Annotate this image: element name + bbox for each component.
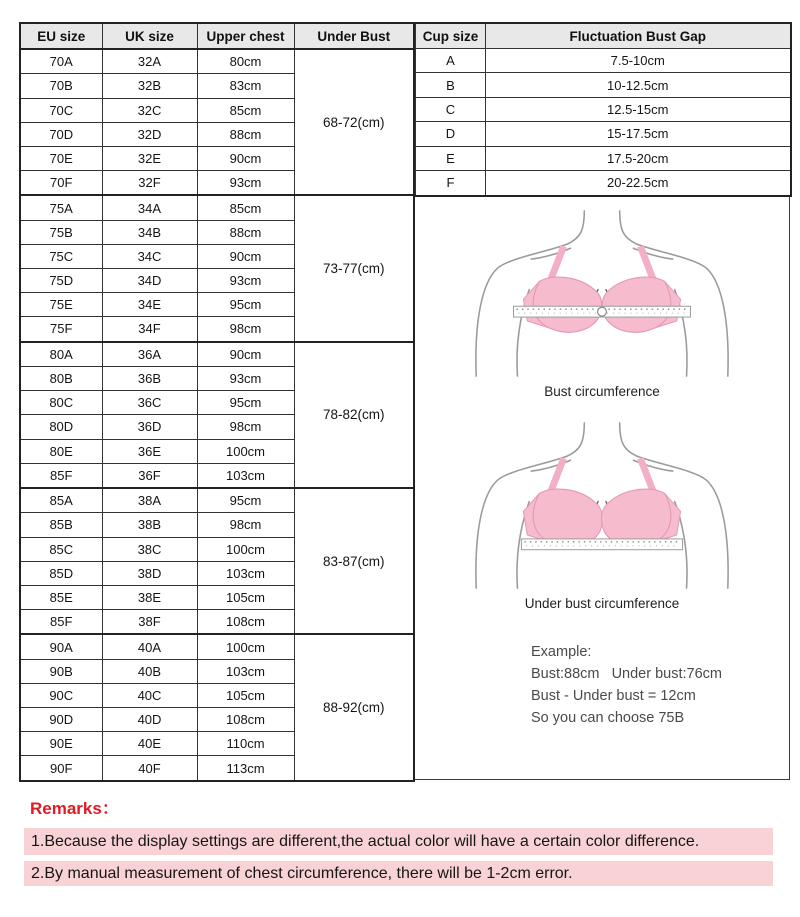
eu-size-cell: 80B	[20, 367, 102, 391]
upper-chest-cell: 108cm	[197, 609, 294, 634]
eu-size-cell: 90E	[20, 732, 102, 756]
eu-size-cell: 70F	[20, 170, 102, 195]
example-line: Bust - Under bust = 12cm	[531, 687, 696, 704]
size-table-row	[20, 488, 414, 513]
eu-size-cell: 70C	[20, 98, 102, 122]
cup-size-cell: A	[416, 49, 486, 73]
measurement-figures-panel	[415, 197, 790, 780]
upper-chest-cell: 103cm	[197, 561, 294, 585]
cup-size-cell: B	[416, 73, 486, 97]
uk-size-cell: 40A	[102, 634, 197, 659]
under-bust-range-cell: 73-77(cm)	[294, 195, 414, 341]
example-line: Example:	[531, 643, 592, 660]
size-table-row	[20, 49, 414, 74]
eu-size-cell: 85D	[20, 561, 102, 585]
under-bust-range-cell: 78-82(cm)	[294, 342, 414, 488]
upper-chest-cell: 88cm	[197, 220, 294, 244]
eu-size-cell: 75D	[20, 269, 102, 293]
bust-gap-cell: 15-17.5cm	[486, 122, 791, 146]
upper-chest-cell: 88cm	[197, 122, 294, 146]
upper-chest-cell: 110cm	[197, 732, 294, 756]
upper-chest-cell: 113cm	[197, 756, 294, 781]
uk-size-cell: 40F	[102, 756, 197, 781]
cup-size-cell: E	[416, 146, 486, 170]
cup-size-header: Cup size	[416, 23, 486, 49]
upper-chest-cell: 85cm	[197, 98, 294, 122]
cup-table-row	[416, 122, 791, 146]
upper-chest-cell: 103cm	[197, 659, 294, 683]
upper-chest-cell: 93cm	[197, 367, 294, 391]
bust-circumference-caption: Bust circumference	[544, 383, 660, 399]
size-table-row	[20, 634, 414, 659]
uk-size-cell: 38F	[102, 609, 197, 634]
eu-size-cell: 85F	[20, 609, 102, 634]
bust-gap-cell: 10-12.5cm	[486, 73, 791, 97]
eu-size-cell: 90D	[20, 708, 102, 732]
uk-size-cell: 38D	[102, 561, 197, 585]
bust-gap-cell: 20-22.5cm	[486, 170, 791, 195]
eu-size-cell: 90B	[20, 659, 102, 683]
under-bust-range-cell: 83-87(cm)	[294, 488, 414, 634]
cup-table-row	[416, 170, 791, 195]
bust-gap-cell: 7.5-10cm	[486, 49, 791, 73]
uk-size-cell: 36F	[102, 463, 197, 488]
uk-size-cell: 40E	[102, 732, 197, 756]
eu-size-cell: 75B	[20, 220, 102, 244]
cup-size-cell: C	[416, 97, 486, 121]
upper-chest-cell: 95cm	[197, 488, 294, 513]
upper-chest-cell: 105cm	[197, 683, 294, 707]
upper-chest-cell: 103cm	[197, 463, 294, 488]
bust-gap-cell: 12.5-15cm	[486, 97, 791, 121]
upper-chest-cell: 95cm	[197, 293, 294, 317]
upper-chest-cell: 93cm	[197, 269, 294, 293]
size-chart-area	[19, 22, 790, 782]
under-bust-circumference-caption: Under bust circumference	[524, 595, 680, 611]
upper-chest-cell: 85cm	[197, 195, 294, 220]
size-table-row	[20, 195, 414, 220]
eu-size-cell: 85A	[20, 488, 102, 513]
uk-size-cell: 40D	[102, 708, 197, 732]
upper-chest-cell: 98cm	[197, 317, 294, 342]
cup-size-cell: F	[416, 170, 486, 195]
upper-chest-cell: 95cm	[197, 391, 294, 415]
cup-table-row	[416, 97, 791, 121]
uk-size-cell: 36E	[102, 439, 197, 463]
uk-size-cell: 32E	[102, 146, 197, 170]
eu-size-cell: 75C	[20, 244, 102, 268]
under-bust-range-cell: 88-92(cm)	[294, 634, 414, 781]
upper-chest-cell: 100cm	[197, 537, 294, 561]
under-bust-range-cell: 68-72(cm)	[294, 49, 414, 195]
eu-size-cell: 75E	[20, 293, 102, 317]
uk-size-cell: 32D	[102, 122, 197, 146]
uk-size-cell: 38B	[102, 513, 197, 537]
bust-measurement-illustration	[452, 207, 752, 379]
eu-size-cell: 80A	[20, 342, 102, 367]
cup-table-row	[416, 49, 791, 73]
eu-size-cell: 70D	[20, 122, 102, 146]
size-table	[19, 22, 415, 782]
eu-size-cell: 85E	[20, 585, 102, 609]
uk-size-cell: 38E	[102, 585, 197, 609]
uk-size-cell: 38A	[102, 488, 197, 513]
eu-size-cell: 70B	[20, 74, 102, 98]
eu-size-cell: 80C	[20, 391, 102, 415]
uk-size-cell: 38C	[102, 537, 197, 561]
eu-size-cell: 85C	[20, 537, 102, 561]
upper-chest-cell: 98cm	[197, 415, 294, 439]
upper-chest-cell: 100cm	[197, 634, 294, 659]
cup-size-cell: D	[416, 122, 486, 146]
uk-size-cell: 32A	[102, 49, 197, 74]
upper-chest-cell: 83cm	[197, 74, 294, 98]
upper-chest-cell: 108cm	[197, 708, 294, 732]
eu-size-cell: 90C	[20, 683, 102, 707]
fluctuation-bust-gap-header: Fluctuation Bust Gap	[486, 23, 791, 49]
eu-size-cell: 80D	[20, 415, 102, 439]
eu-size-cell: 75F	[20, 317, 102, 342]
uk-size-cell: 34D	[102, 269, 197, 293]
example-line: Bust:88cm Under bust:76cm	[531, 665, 722, 682]
uk-size-cell: 40B	[102, 659, 197, 683]
cup-table-row	[416, 73, 791, 97]
cup-table-header-row	[416, 23, 791, 49]
right-panel	[415, 22, 790, 780]
uk-size-cell: 36A	[102, 342, 197, 367]
eu-size-cell: 70E	[20, 146, 102, 170]
uk-size-cell: 34E	[102, 293, 197, 317]
remarks-title: Remarks：	[30, 799, 119, 818]
uk-size-cell: 40C	[102, 683, 197, 707]
uk-size-cell: 34F	[102, 317, 197, 342]
uk-size-cell: 36D	[102, 415, 197, 439]
eu-size-cell: 85F	[20, 463, 102, 488]
cup-size-table	[415, 22, 792, 197]
remark-item-1: 1.Because the display settings are different,the actual color will have a certain color difference.	[24, 828, 773, 855]
eu-size-cell: 75A	[20, 195, 102, 220]
upper-chest-cell: 80cm	[197, 49, 294, 74]
eu-size-cell: 70A	[20, 49, 102, 74]
upper-chest-cell: 90cm	[197, 146, 294, 170]
bust-gap-cell: 17.5-20cm	[486, 146, 791, 170]
uk-size-cell: 34B	[102, 220, 197, 244]
uk-size-cell: 34C	[102, 244, 197, 268]
upper-chest-cell: 98cm	[197, 513, 294, 537]
size-table-header-row	[20, 23, 414, 49]
size-table-row	[20, 342, 414, 367]
uk-size-cell: 34A	[102, 195, 197, 220]
under-bust-measurement-illustration	[452, 419, 752, 591]
eu-size-cell: 85B	[20, 513, 102, 537]
upper-chest-header: Upper chest	[197, 23, 294, 49]
uk-size-cell: 32B	[102, 74, 197, 98]
upper-chest-cell: 93cm	[197, 170, 294, 195]
under-bust-header: Under Bust	[294, 23, 414, 49]
eu-size-cell: 90F	[20, 756, 102, 781]
uk-size-cell: 32F	[102, 170, 197, 195]
remark-item-2: 2.By manual measurement of chest circumference, there will be 1-2cm error.	[24, 861, 773, 886]
uk-size-cell: 36C	[102, 391, 197, 415]
cup-table-row	[416, 146, 791, 170]
uk-size-header: UK size	[102, 23, 197, 49]
sizing-example	[531, 641, 722, 729]
uk-size-cell: 32C	[102, 98, 197, 122]
upper-chest-cell: 100cm	[197, 439, 294, 463]
uk-size-cell: 36B	[102, 367, 197, 391]
eu-size-cell: 80E	[20, 439, 102, 463]
upper-chest-cell: 105cm	[197, 585, 294, 609]
example-line: So you can choose 75B	[531, 709, 685, 726]
eu-size-cell: 90A	[20, 634, 102, 659]
upper-chest-cell: 90cm	[197, 244, 294, 268]
eu-size-header: EU size	[20, 23, 102, 49]
upper-chest-cell: 90cm	[197, 342, 294, 367]
